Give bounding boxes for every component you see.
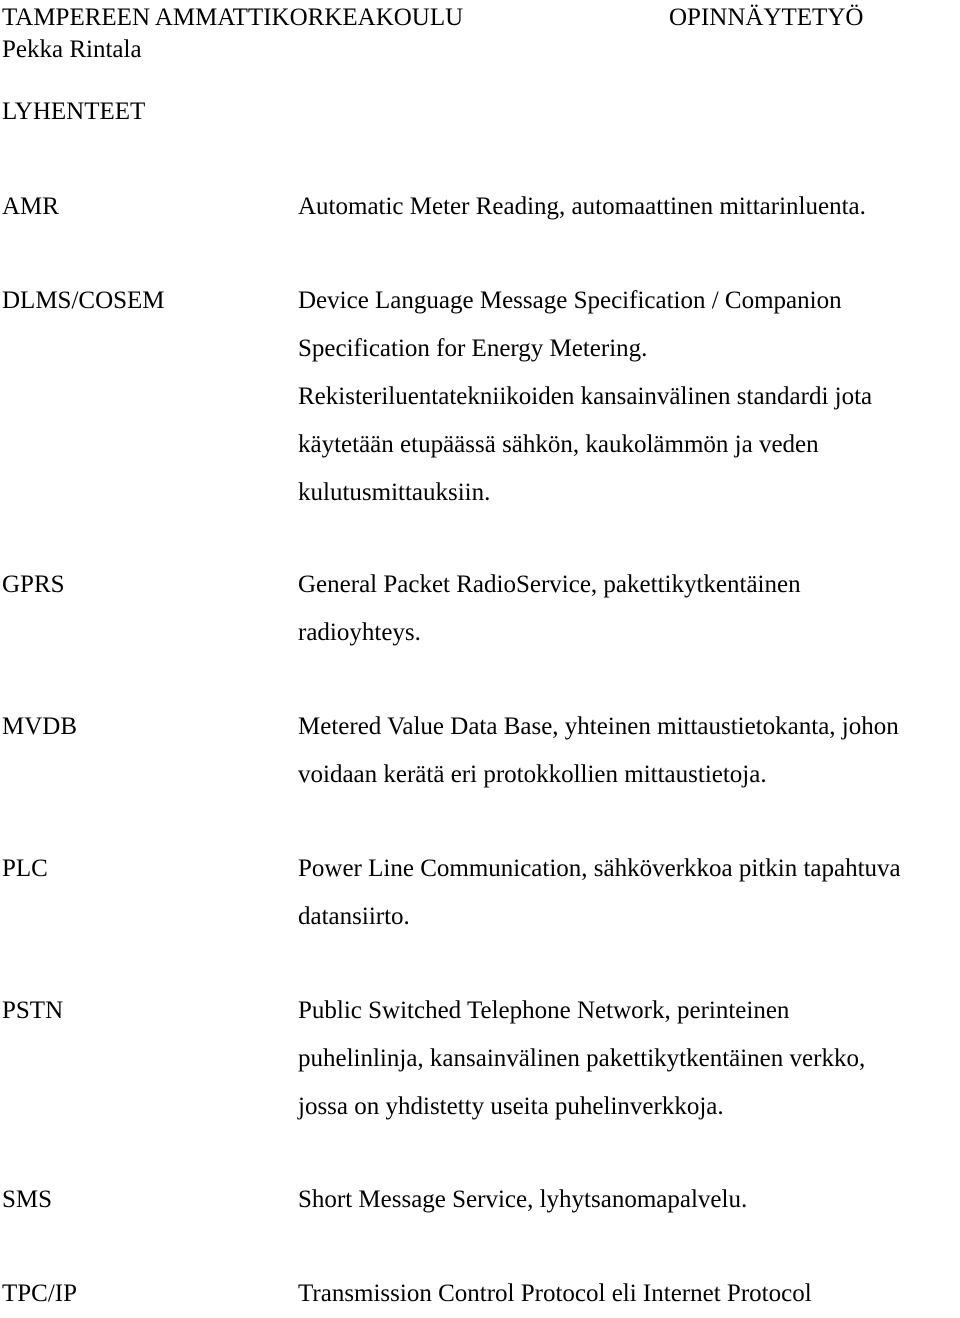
- abbreviation-term: DLMS/COSEM: [2, 287, 165, 314]
- section-title: LYHENTEET: [2, 98, 146, 125]
- abbreviation-term: GPRS: [2, 571, 65, 598]
- abbreviation-term: TPC/IP: [2, 1280, 78, 1307]
- abbreviation-term: MVDB: [2, 713, 78, 740]
- abbreviation-definition: Metered Value Data Base, yhteinen mittaustietokanta, johon voidaan kerätä eri protokkollien mittaustietoja.: [298, 713, 899, 788]
- author-name: Pekka Rintala: [2, 36, 142, 63]
- abbreviation-term: PSTN: [2, 997, 64, 1024]
- abbreviation-definition: Public Switched Telephone Network, perinteinen puhelinlinja, kansainvälinen pakettikytkentäinen verkko, jossa on yhdistetty useita puhelinverkkoja.: [298, 997, 866, 1120]
- institution-name: TAMPEREEN AMMATTIKORKEAKOULU: [2, 4, 464, 31]
- abbreviation-term: PLC: [2, 855, 48, 882]
- abbreviation-definition: Transmission Control Protocol eli Internet Protocol: [298, 1280, 812, 1307]
- document-type: OPINNÄYTETYÖ: [669, 4, 864, 31]
- abbreviation-definition: Power Line Communication, sähköverkkoa pitkin tapahtuva datansiirto.: [298, 855, 901, 930]
- abbreviation-term: SMS: [2, 1186, 53, 1213]
- abbreviation-definition: Short Message Service, lyhytsanomapalvelu.: [298, 1186, 748, 1213]
- abbreviation-definition: Automatic Meter Reading, automaattinen mittarinluenta.: [298, 193, 866, 220]
- abbreviation-definition: Device Language Message Specification / Companion Specification for Energy Metering. Rekisteriluentatekniikoiden kansainvälinen standardi jota käytetään etupäässä sähkön, kaukolämmön ja veden kulutusmittauksiin.: [298, 287, 873, 506]
- abbreviation-definition: General Packet RadioService, pakettikytkentäinen radioyhteys.: [298, 571, 801, 646]
- abbreviation-term: AMR: [2, 193, 59, 220]
